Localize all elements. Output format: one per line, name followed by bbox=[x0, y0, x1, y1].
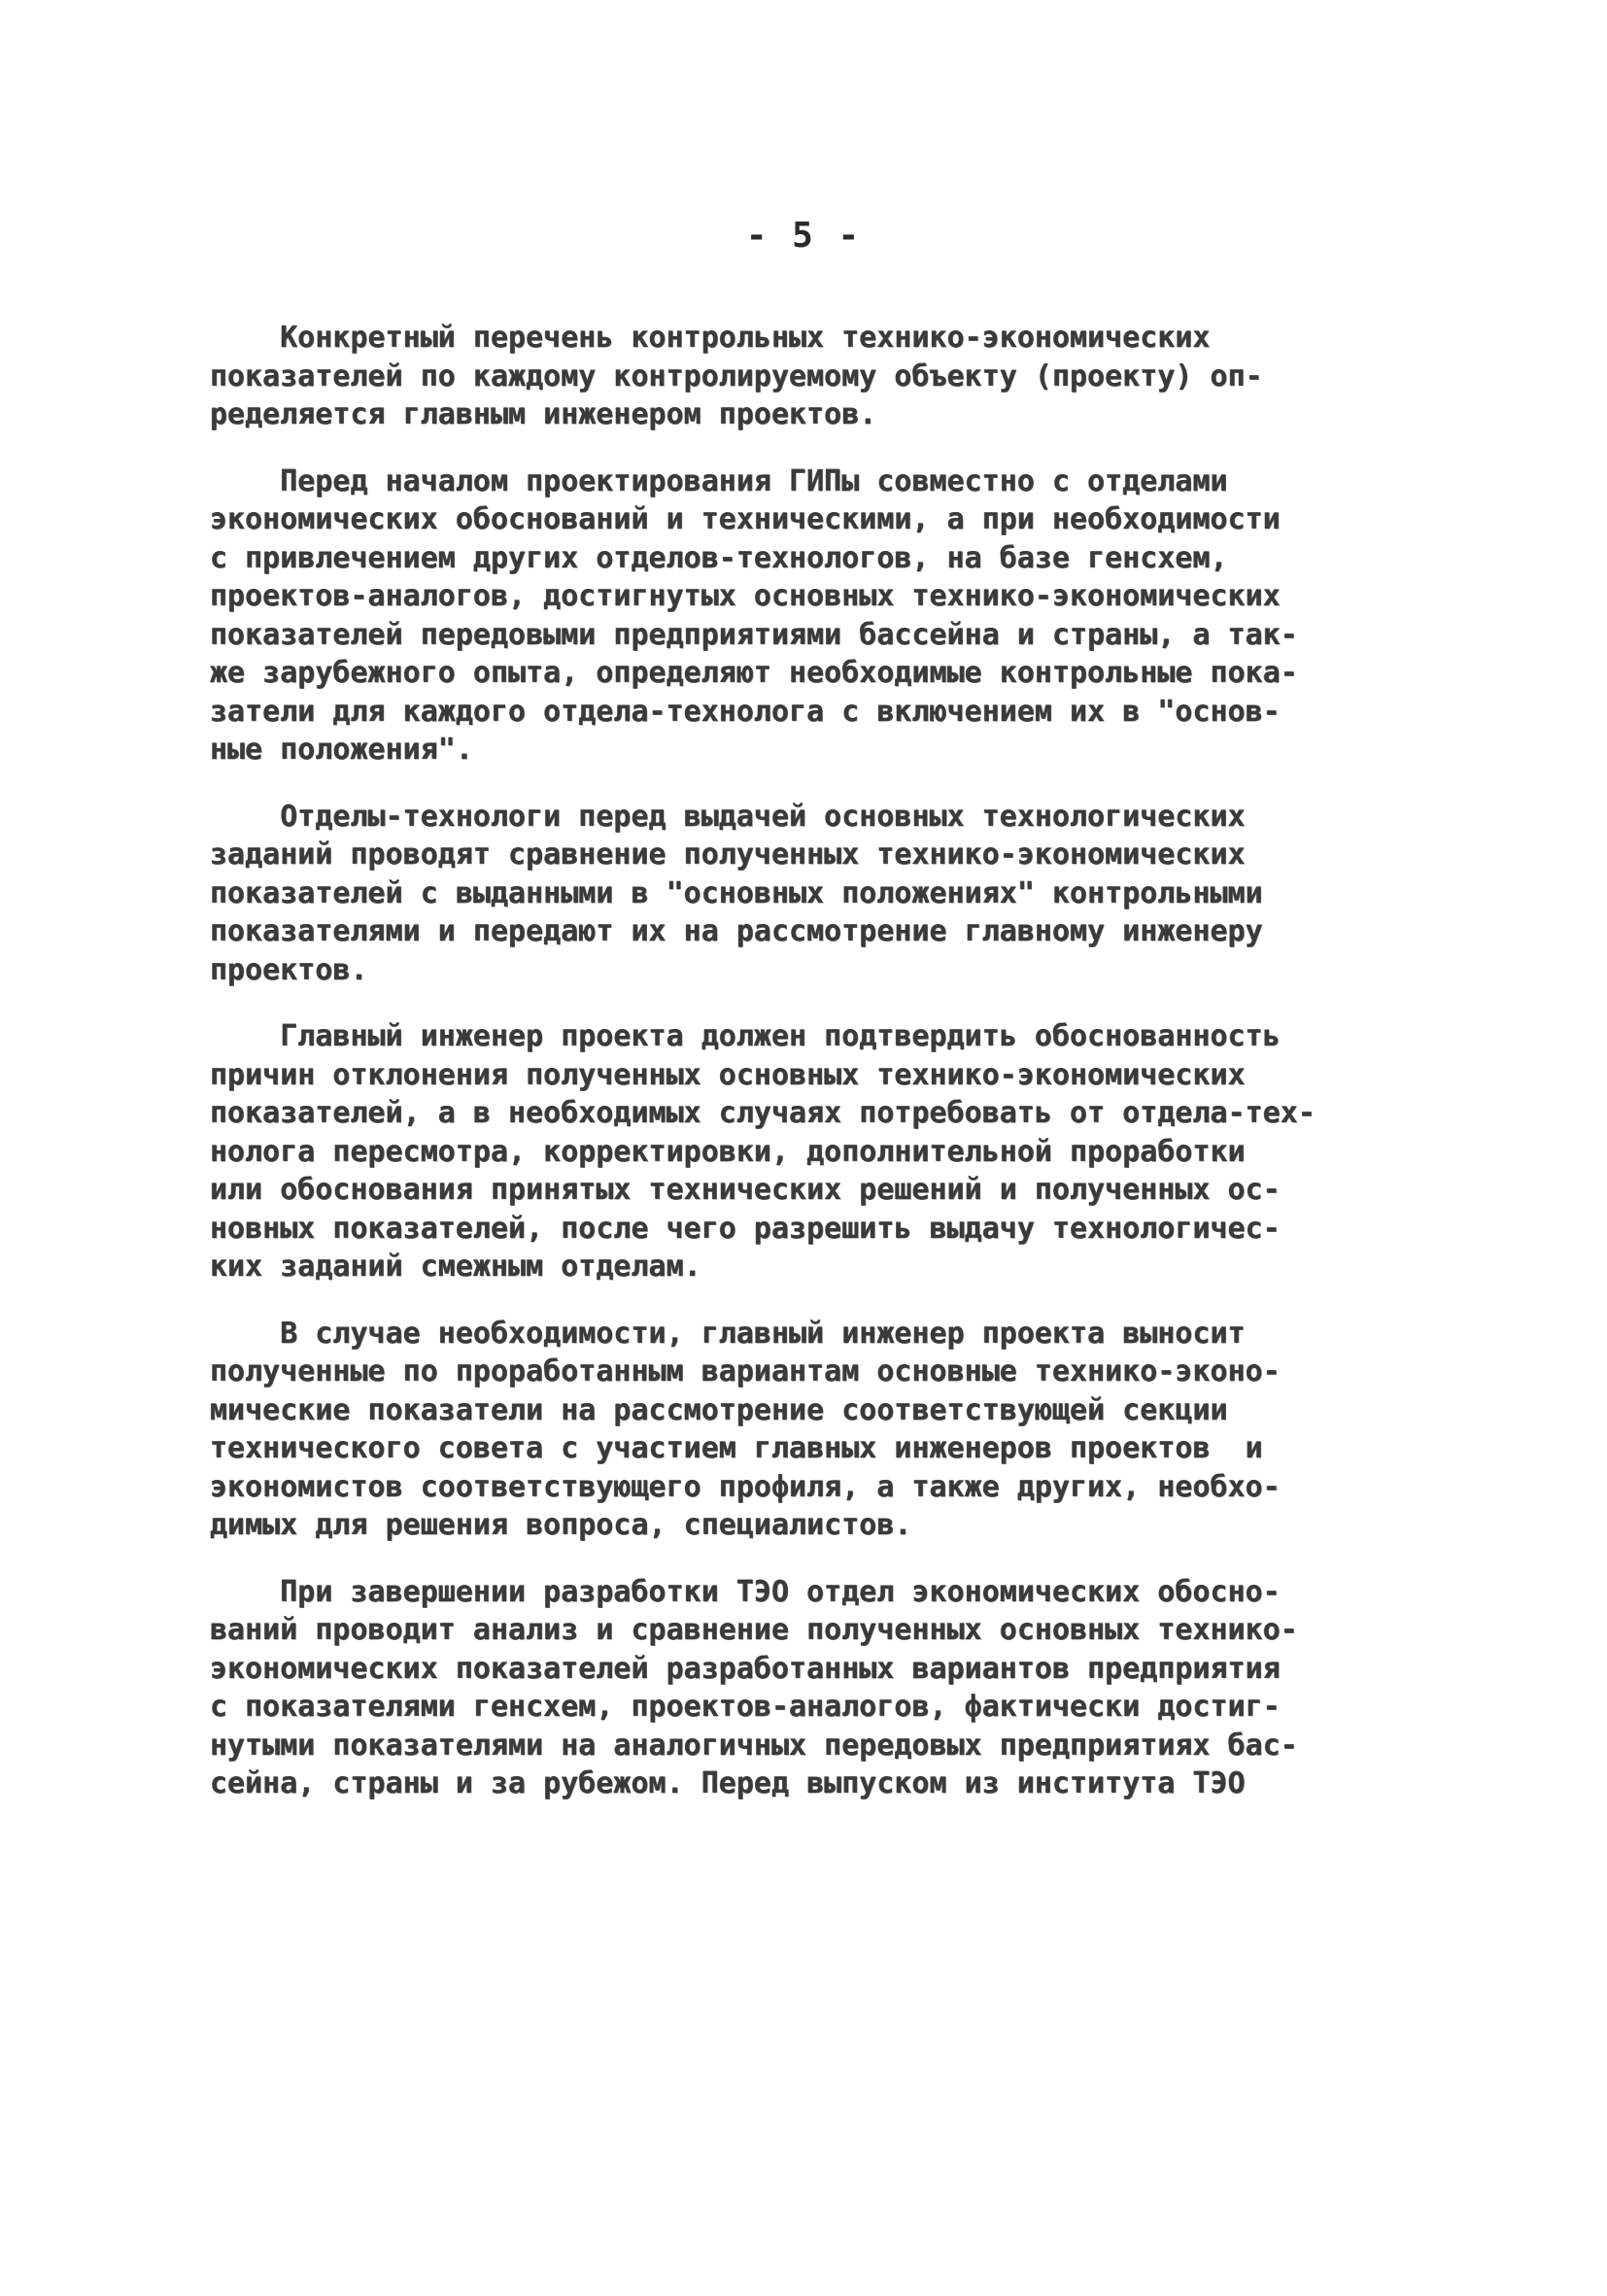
text-line: При завершении разработки ТЭО отдел экономических обосно- bbox=[210, 1574, 1281, 1609]
text-line: нутыми показателями на аналогичных передовых предприятиях бас- bbox=[210, 1728, 1298, 1763]
text-line: технического совета с участием главных инженеров проектов и bbox=[210, 1431, 1263, 1465]
text-line: с привлечением других отделов-технологов, на базе генсхем, bbox=[210, 540, 1228, 575]
text-line: ные положения". bbox=[210, 733, 473, 767]
page-number: - 5 - bbox=[745, 216, 862, 256]
text-line: показателей передовыми предприятиями бассейна и страны, а так- bbox=[210, 617, 1298, 652]
text-line: показателями и передают их на рассмотрение главному инженеру bbox=[210, 914, 1263, 948]
text-line: проектов. bbox=[210, 952, 368, 987]
text-line: сейна, страны и за рубежом. Перед выпуском из института ТЭО bbox=[210, 1766, 1246, 1800]
paragraph bbox=[210, 798, 1407, 990]
text-line: экономических показателей разработанных вариантов предприятия bbox=[210, 1651, 1281, 1686]
text-line: же зарубежного опыта, определяют необходимые контрольные пока- bbox=[210, 656, 1298, 690]
paragraph bbox=[210, 319, 1407, 434]
text-line: затели для каждого отдела-технолога с включением их в "основ- bbox=[210, 694, 1281, 729]
paragraph bbox=[210, 1017, 1407, 1286]
text-line: Главный инженер проекта должен подтвердить обоснованность bbox=[210, 1019, 1281, 1053]
text-line: показателей с выданными в "основных положениях" контрольными bbox=[210, 875, 1263, 910]
text-line: Перед началом проектирования ГИПы совместно с отделами bbox=[210, 463, 1228, 498]
text-line: с показателями генсхем, проектов-аналогов, фактически достиг- bbox=[210, 1690, 1281, 1724]
text-line: показателей, а в необходимых случаях потребовать от отдела-тех- bbox=[210, 1096, 1316, 1130]
text-line: новных показателей, после чего разрешить выдачу технологичес- bbox=[210, 1211, 1281, 1246]
paragraph bbox=[210, 1573, 1407, 1803]
text-line: полученные по проработанным вариантам основные технико-эконо- bbox=[210, 1354, 1281, 1388]
text-line: заданий проводят сравнение полученных технико-экономических bbox=[210, 838, 1246, 872]
text-line: или обоснования принятых технических решений и полученных ос- bbox=[210, 1173, 1281, 1207]
text-line: экономических обоснований и техническими, а при необходимости bbox=[210, 502, 1281, 536]
text-line: экономистов соответствующего профиля, а также других, необхо- bbox=[210, 1469, 1281, 1504]
text-line: проектов-аналогов, достигнутых основных технико-экономических bbox=[210, 579, 1281, 613]
text-line: Конкретный перечень контрольных технико-экономических bbox=[210, 321, 1211, 355]
text-line: В случае необходимости, главный инженер проекта выносит bbox=[210, 1316, 1246, 1351]
text-line: димых для решения вопроса, специалистов. bbox=[210, 1508, 912, 1542]
text-line: ределяется главным инженером проектов. bbox=[210, 397, 877, 431]
text-line: причин отклонения полученных основных технико-экономических bbox=[210, 1057, 1246, 1092]
text-line: ких заданий смежным отделам. bbox=[210, 1250, 701, 1284]
text-line: Отделы-технологи перед выдачей основных технологических bbox=[210, 799, 1246, 834]
body-text bbox=[210, 319, 1407, 1832]
text-line: мические показатели на рассмотрение соответствующей секции bbox=[210, 1392, 1228, 1427]
paragraph bbox=[210, 1315, 1407, 1545]
text-line: ваний проводит анализ и сравнение полученных основных технико- bbox=[210, 1613, 1298, 1647]
paragraph bbox=[210, 463, 1407, 770]
text-line: нолога пересмотра, корректировки, дополнительной проработки bbox=[210, 1134, 1246, 1169]
text-line: показателей по каждому контролируемому объекту (проекту) оп- bbox=[210, 359, 1263, 394]
